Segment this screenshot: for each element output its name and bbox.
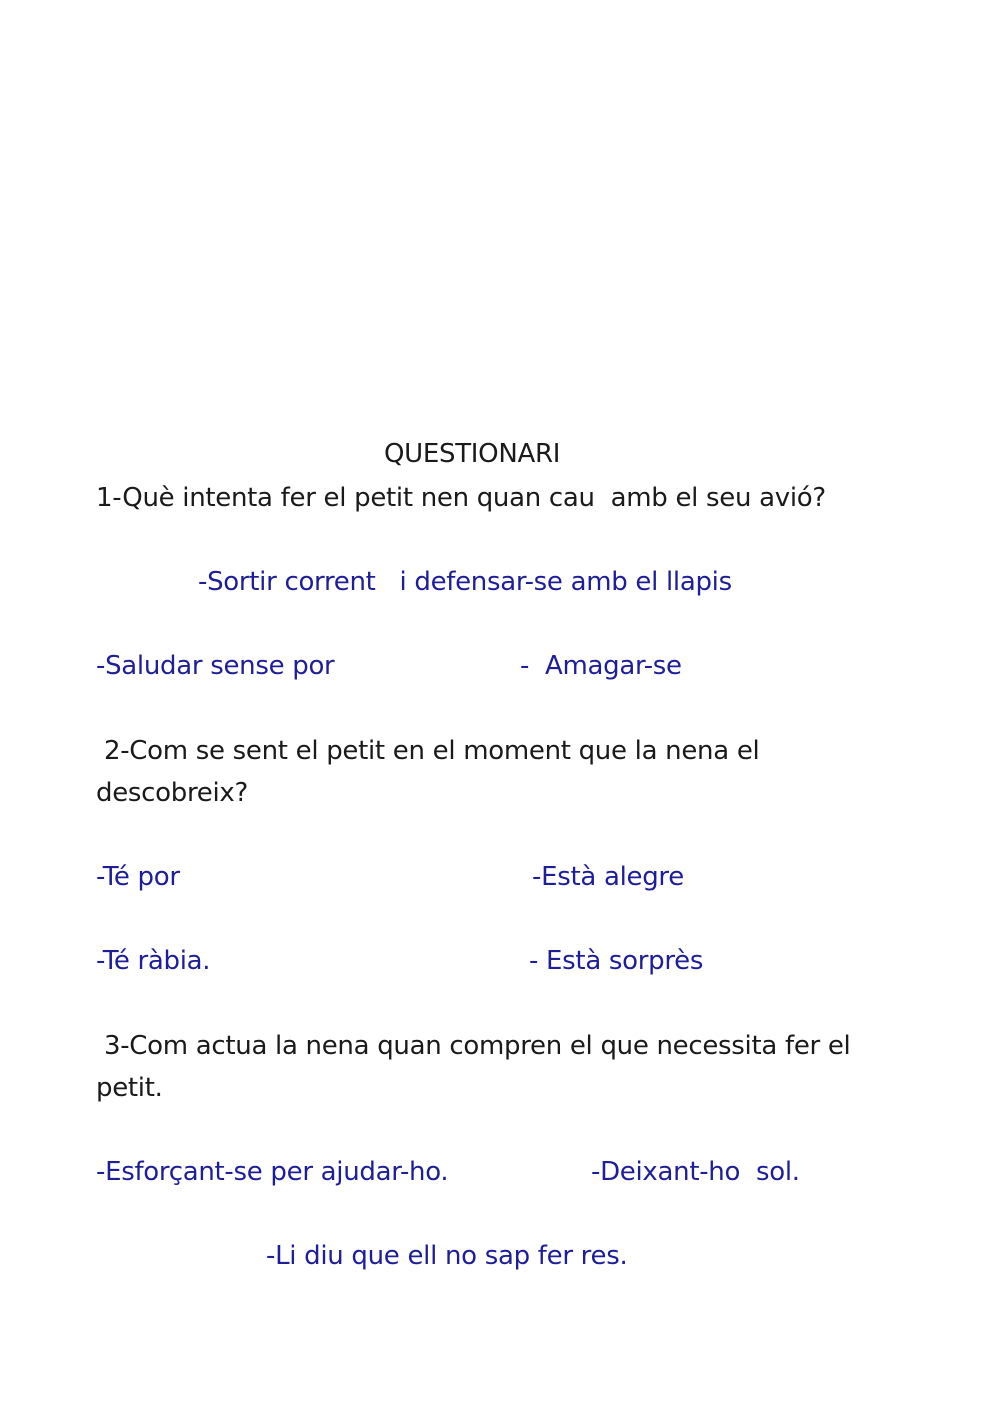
- question-2-option-1[interactable]: -Té por: [96, 862, 180, 892]
- question-3-option-3[interactable]: -Li diu que ell no sap fer res.: [266, 1241, 628, 1271]
- question-2-text-line-2: descobreix?: [96, 778, 248, 808]
- question-1-option-1[interactable]: -Sortir corrent i defensar-se amb el llapis: [198, 567, 732, 597]
- page-title: QUESTIONARI: [384, 439, 561, 469]
- question-2-text-line-1: 2-Com se sent el petit en el moment que la nena el: [96, 736, 760, 766]
- question-3-text-line-1: 3-Com actua la nena quan compren el que necessita fer el: [96, 1031, 851, 1061]
- question-2-option-3[interactable]: -Té ràbia.: [96, 946, 211, 976]
- question-3-option-2[interactable]: -Deixant-ho sol.: [591, 1157, 800, 1187]
- question-1-option-2[interactable]: -Saludar sense por: [96, 651, 335, 681]
- question-2-option-4[interactable]: - Està sorprès: [529, 946, 704, 976]
- question-1-option-3[interactable]: - Amagar-se: [520, 651, 682, 681]
- question-3-text-line-2: petit.: [96, 1073, 163, 1103]
- question-3-option-1[interactable]: -Esforçant-se per ajudar-ho.: [96, 1157, 449, 1187]
- question-2-option-2[interactable]: -Està alegre: [532, 862, 684, 892]
- question-1-text: 1-Què intenta fer el petit nen quan cau amb el seu avió?: [96, 483, 826, 513]
